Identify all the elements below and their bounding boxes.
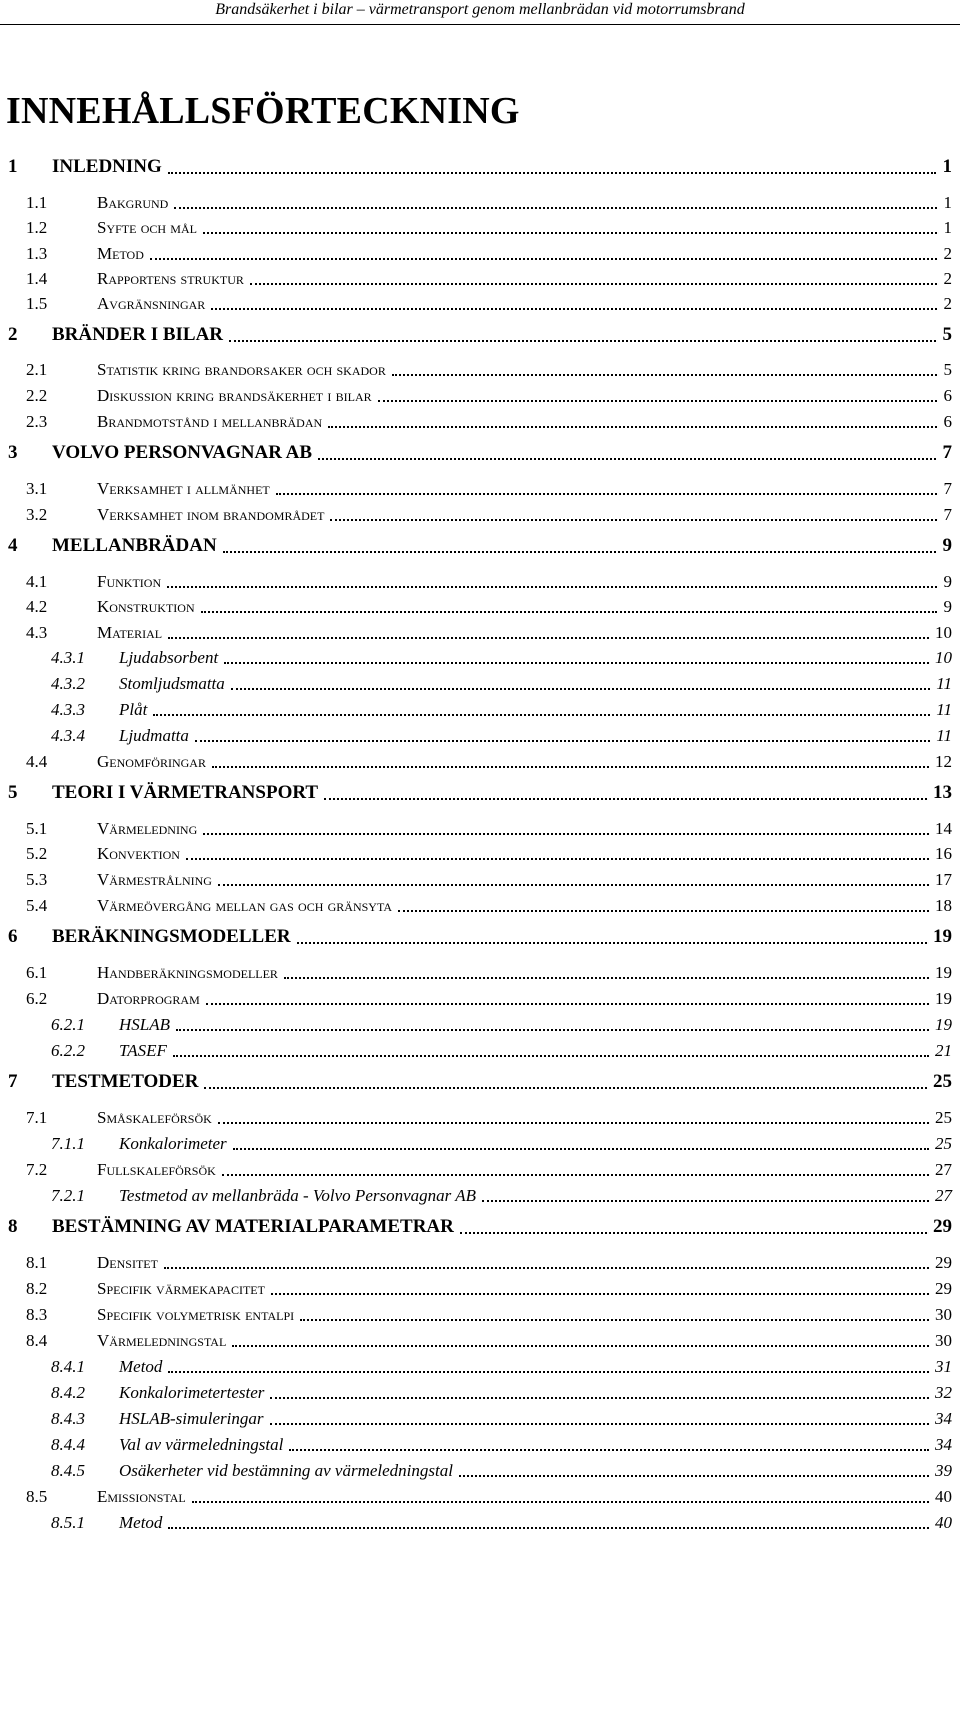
toc-entry-page: 9 [943, 572, 952, 591]
toc-entry-title: BESTÄMNING AV MATERIALPARAMETRAR [52, 1216, 454, 1237]
toc-entry-title: Funktion [97, 572, 162, 591]
toc-dot-leader [224, 662, 929, 664]
toc-entry-title: Emissionstal [97, 1487, 186, 1506]
toc-entry-level-3[interactable] [0, 1433, 952, 1459]
toc-entry-title: HSLAB [119, 1015, 170, 1034]
toc-entry-page: 2 [943, 294, 952, 313]
toc-entry-level-2[interactable] [0, 267, 952, 293]
toc-entry-title: Konstruktion [97, 597, 195, 616]
toc-entry-page: 30 [935, 1305, 952, 1324]
toc-entry-page: 9 [942, 535, 952, 556]
toc-entry-number: 6.2 [26, 989, 48, 1008]
toc-entry-page: 7 [943, 479, 952, 498]
toc-entry-level-2[interactable] [0, 868, 952, 894]
toc-entry-level-3[interactable] [0, 1039, 952, 1065]
toc-dot-leader [153, 714, 930, 716]
toc-entry-level-2[interactable] [0, 358, 952, 384]
toc-entry-level-1[interactable] [0, 1216, 952, 1242]
toc-entry-number: 1.1 [26, 193, 48, 212]
toc-entry-page: 10 [935, 648, 952, 667]
toc-dot-leader [270, 1397, 929, 1399]
toc-entry-page: 11 [936, 674, 952, 693]
toc-dot-leader [167, 586, 937, 588]
toc-entry-page: 25 [933, 1071, 952, 1092]
toc-dot-leader [204, 1087, 927, 1089]
toc-entry-number: 3 [8, 442, 18, 463]
toc-entry-number: 4.3.3 [51, 700, 85, 719]
toc-entry-page: 21 [935, 1041, 952, 1060]
toc-entry-number: 8.2 [26, 1279, 48, 1298]
toc-entry-level-3[interactable] [0, 1381, 952, 1407]
toc-dot-leader [174, 207, 937, 209]
toc-entry-title: HSLAB-simuleringar [119, 1409, 264, 1428]
toc-entry-number: 7.1 [26, 1108, 48, 1127]
toc-entry-level-2[interactable] [0, 621, 952, 647]
toc-entry-title: Diskussion kring brandsäkerhet i bilar [97, 386, 372, 405]
toc-entry-title: Brandmotstånd i mellanbrädan [97, 412, 323, 431]
toc-entry-level-2[interactable] [0, 1251, 952, 1277]
toc-entry-page: 30 [935, 1331, 952, 1350]
toc-entry-level-2[interactable] [0, 595, 952, 621]
toc-entry-level-2[interactable] [0, 1329, 952, 1355]
toc-entry-number: 4.3.4 [51, 726, 85, 745]
toc-entry-page: 16 [935, 844, 952, 863]
toc-entry-page: 2 [943, 244, 952, 263]
toc-dot-leader [176, 1029, 929, 1031]
toc-dot-leader [168, 172, 936, 174]
toc-entry-title: Värmeledning [97, 819, 198, 838]
toc-dot-leader [284, 977, 929, 979]
toc-entry-title: Val av värmeledningstal [119, 1435, 284, 1454]
toc-entry-number: 1 [8, 156, 18, 177]
toc-entry-page: 6 [943, 386, 952, 405]
toc-dot-leader [195, 740, 930, 742]
toc-dot-leader [203, 833, 929, 835]
toc-entry-title: Verksamhet i allmänhet [97, 479, 270, 498]
toc-entry-page: 17 [935, 870, 952, 889]
toc-entry-title: Testmetod av mellanbräda - Volvo Personvagnar AB [119, 1186, 476, 1205]
toc-entry-number: 7.1.1 [51, 1134, 85, 1153]
toc-entry-level-2[interactable] [0, 894, 952, 920]
toc-entry-level-2[interactable] [0, 570, 952, 596]
toc-entry-number: 6.2.2 [51, 1041, 85, 1060]
toc-entry-level-2[interactable] [0, 216, 952, 242]
toc-entry-page: 5 [943, 360, 952, 379]
toc-entry-page: 27 [935, 1160, 952, 1179]
toc-dot-leader [318, 458, 936, 460]
toc-dot-leader [186, 858, 929, 860]
toc-entry-level-3[interactable] [0, 1459, 952, 1485]
toc-dot-leader [203, 232, 937, 234]
toc-entry-level-1[interactable] [0, 535, 952, 561]
toc-dot-leader [459, 1475, 929, 1477]
toc-dot-leader [222, 1174, 929, 1176]
toc-entry-number: 2.2 [26, 386, 48, 405]
toc-entry-number: 5 [8, 782, 18, 803]
toc-entry-level-2[interactable] [0, 1303, 952, 1329]
toc-entry-level-2[interactable] [0, 1106, 952, 1132]
toc-entry-title: Osäkerheter vid bestämning av värmeledningstal [119, 1461, 453, 1480]
toc-entry-level-3[interactable] [0, 1132, 952, 1158]
toc-dot-leader [378, 400, 937, 402]
toc-dot-leader [324, 798, 927, 800]
toc-entry-page: 29 [933, 1216, 952, 1237]
toc-entry-number: 8.4.3 [51, 1409, 85, 1428]
toc-entry-number: 2.1 [26, 360, 48, 379]
toc-entry-title: Syfte och mål [97, 218, 197, 237]
toc-entry-number: 4 [8, 535, 18, 556]
toc-entry-number: 1.5 [26, 294, 48, 313]
toc-entry-page: 1 [943, 193, 952, 212]
toc-entry-page: 1 [942, 156, 952, 177]
toc-entry-page: 18 [935, 896, 952, 915]
toc-entry-page: 13 [933, 782, 952, 803]
toc-entry-page: 19 [933, 926, 952, 947]
toc-entry-number: 8.4.4 [51, 1435, 85, 1454]
toc-entry-level-2[interactable] [0, 477, 952, 503]
toc-entry-level-3[interactable] [0, 1184, 952, 1210]
toc-entry-level-2[interactable] [0, 1158, 952, 1184]
toc-entry-title: Avgränsningar [97, 294, 206, 313]
toc-entry-page: 34 [935, 1435, 952, 1454]
toc-entry-page: 19 [935, 1015, 952, 1034]
toc-dot-leader [297, 942, 927, 944]
toc-entry-level-2[interactable] [0, 292, 952, 318]
toc-entry-page: 9 [943, 597, 952, 616]
toc-dot-leader [232, 1345, 929, 1347]
toc-entry-level-1[interactable] [0, 324, 952, 350]
toc-entry-title: Specifik volymetrisk entalpi [97, 1305, 295, 1324]
toc-entry-level-2[interactable] [0, 242, 952, 268]
toc-dot-leader [300, 1319, 929, 1321]
toc-entry-level-3[interactable] [0, 724, 952, 750]
toc-entry-number: 4.3.2 [51, 674, 85, 693]
toc-entry-level-3[interactable] [0, 646, 952, 672]
toc-entry-level-2[interactable] [0, 817, 952, 843]
toc-entry-level-1[interactable] [0, 926, 952, 952]
toc-dot-leader [218, 1122, 929, 1124]
toc-entry-title: Genomföringar [97, 752, 206, 771]
toc-entry-page: 14 [935, 819, 952, 838]
toc-entry-level-3[interactable] [0, 1407, 952, 1433]
toc-entry-page: 32 [935, 1383, 952, 1402]
toc-entry-page: 11 [936, 726, 952, 745]
toc-entry-page: 6 [943, 412, 952, 431]
toc-dot-leader [482, 1200, 929, 1202]
toc-dot-leader [330, 519, 937, 521]
toc-entry-number: 8.4 [26, 1331, 48, 1350]
toc-entry-level-3[interactable] [0, 698, 952, 724]
toc-entry-title: Handberäkningsmodeller [97, 963, 278, 982]
toc-entry-page: 25 [935, 1108, 952, 1127]
toc-entry-title: Rapportens struktur [97, 269, 244, 288]
toc-entry-title: Metod [119, 1357, 163, 1376]
toc-entry-number: 8.4.5 [51, 1461, 85, 1480]
toc-entry-number: 2.3 [26, 412, 48, 431]
toc-entry-number: 4.3.1 [51, 648, 85, 667]
toc-entry-page: 27 [935, 1186, 952, 1205]
toc-entry-number: 4.2 [26, 597, 48, 616]
toc-entry-title: TESTMETODER [52, 1071, 199, 1092]
toc-dot-leader [168, 1527, 929, 1529]
toc-dot-leader [271, 1293, 929, 1295]
toc-entry-page: 31 [935, 1357, 952, 1376]
toc-entry-level-3[interactable] [0, 1355, 952, 1381]
toc-entry-page: 25 [935, 1134, 952, 1153]
toc-entry-level-2[interactable] [0, 410, 952, 436]
toc-entry-number: 4.4 [26, 752, 48, 771]
toc-entry-number: 7.2 [26, 1160, 48, 1179]
toc-dot-leader [212, 766, 929, 768]
toc-entry-title: Stomljudsmatta [119, 674, 225, 693]
toc-entry-title: MELLANBRÄDAN [52, 535, 217, 556]
toc-entry-title: Plåt [119, 700, 148, 719]
toc-entry-level-2[interactable] [0, 503, 952, 529]
toc-title: INNEHÅLLSFÖRTECKNING [6, 90, 520, 132]
toc-entry-number: 6 [8, 926, 18, 947]
toc-dot-leader [164, 1267, 929, 1269]
toc-entry-title: Verksamhet inom brandområdet [97, 505, 325, 524]
toc-entry-level-1[interactable] [0, 442, 952, 468]
toc-entry-page: 40 [935, 1487, 952, 1506]
toc-entry-page: 29 [935, 1279, 952, 1298]
toc-entry-level-2[interactable] [0, 750, 952, 776]
toc-entry-page: 5 [942, 324, 952, 345]
toc-dot-leader [460, 1232, 927, 1234]
toc-dot-leader [150, 258, 937, 260]
toc-entry-level-2[interactable] [0, 1485, 952, 1511]
toc-entry-title: Konvektion [97, 844, 180, 863]
toc-dot-leader [328, 426, 937, 428]
toc-dot-leader [211, 308, 937, 310]
toc-dot-leader [289, 1449, 929, 1451]
toc-dot-leader [270, 1423, 929, 1425]
toc-entry-title: Statistik kring brandorsaker och skador [97, 360, 386, 379]
toc-entry-level-2[interactable] [0, 987, 952, 1013]
toc-dot-leader [398, 910, 929, 912]
toc-entry-number: 1.3 [26, 244, 48, 263]
toc-entry-number: 1.2 [26, 218, 48, 237]
toc-entry-number: 8 [8, 1216, 18, 1237]
toc-entry-level-3[interactable] [0, 1013, 952, 1039]
toc-entry-title: INLEDNING [52, 156, 162, 177]
toc-entry-number: 7 [8, 1071, 18, 1092]
toc-entry-title: Metod [119, 1513, 163, 1532]
toc-entry-level-1[interactable] [0, 156, 952, 182]
toc-entry-title: Specifik värmekapacitet [97, 1279, 265, 1298]
toc-entry-level-2[interactable] [0, 842, 952, 868]
toc-dot-leader [201, 611, 937, 613]
toc-entry-page: 7 [942, 442, 952, 463]
toc-entry-title: Konkalorimeter [119, 1134, 227, 1153]
toc-entry-page: 29 [935, 1253, 952, 1272]
toc-entry-page: 34 [935, 1409, 952, 1428]
toc-entry-number: 5.2 [26, 844, 48, 863]
toc-entry-title: Småskaleförsök [97, 1108, 212, 1127]
toc-dot-leader [231, 688, 930, 690]
toc-entry-page: 39 [935, 1461, 952, 1480]
toc-entry-level-3[interactable] [0, 672, 952, 698]
toc-entry-page: 7 [943, 505, 952, 524]
toc-entry-number: 4.3 [26, 623, 48, 642]
toc-entry-title: Material [97, 623, 163, 642]
toc-entry-title: BERÄKNINGSMODELLER [52, 926, 291, 947]
toc-entry-number: 8.4.2 [51, 1383, 85, 1402]
toc-entry-number: 8.3 [26, 1305, 48, 1324]
toc-entry-level-2[interactable] [0, 1277, 952, 1303]
toc-entry-title: TEORI I VÄRMETRANSPORT [52, 782, 319, 803]
toc-dot-leader [173, 1055, 929, 1057]
toc-dot-leader [392, 374, 937, 376]
toc-entry-number: 6.1 [26, 963, 48, 982]
toc-entry-number: 1.4 [26, 269, 48, 288]
toc-entry-level-2[interactable] [0, 384, 952, 410]
toc-entry-title: Konkalorimetertester [119, 1383, 265, 1402]
toc-entry-page: 2 [943, 269, 952, 288]
toc-dot-leader [192, 1501, 929, 1503]
toc-entry-number: 5.3 [26, 870, 48, 889]
toc-entry-title: Ljudmatta [119, 726, 189, 745]
toc-dot-leader [218, 884, 929, 886]
toc-entry-page: 10 [935, 623, 952, 642]
toc-entry-number: 8.4.1 [51, 1357, 85, 1376]
toc-entry-title: Ljudabsorbent [119, 648, 219, 667]
toc-entry-page: 19 [935, 963, 952, 982]
toc-entry-number: 4.1 [26, 572, 48, 591]
toc-entry-number: 5.4 [26, 896, 48, 915]
toc-dot-leader [223, 551, 936, 553]
toc-entry-title: TASEF [119, 1041, 167, 1060]
toc-entry-page: 12 [935, 752, 952, 771]
toc-entry-title: Värmeledningstal [97, 1331, 227, 1350]
toc-entry-title: Bakgrund [97, 193, 169, 212]
toc-dot-leader [250, 283, 937, 285]
toc-dot-leader [168, 637, 929, 639]
toc-entry-number: 8.5 [26, 1487, 48, 1506]
toc-entry-level-2[interactable] [0, 191, 952, 217]
toc-entry-title: BRÄNDER I BILAR [52, 324, 224, 345]
toc-entry-level-2[interactable] [0, 961, 952, 987]
toc-entry-number: 7.2.1 [51, 1186, 85, 1205]
toc-entry-page: 11 [936, 700, 952, 719]
toc-dot-leader [233, 1148, 929, 1150]
toc-entry-number: 2 [8, 324, 18, 345]
toc-dot-leader [276, 493, 937, 495]
toc-entry-title: Fullskaleförsök [97, 1160, 216, 1179]
toc-entry-number: 3.1 [26, 479, 48, 498]
toc-entry-level-1[interactable] [0, 1071, 952, 1097]
toc-entry-title: Värmeövergång mellan gas och gränsyta [97, 896, 392, 915]
toc-dot-leader [229, 340, 936, 342]
toc-entry-title: Densitet [97, 1253, 158, 1272]
toc-entry-number: 8.1 [26, 1253, 48, 1272]
toc-entry-level-1[interactable] [0, 782, 952, 808]
toc-dot-leader [206, 1003, 929, 1005]
toc-entry-page: 40 [935, 1513, 952, 1532]
toc-entry-number: 3.2 [26, 505, 48, 524]
toc-entry-page: 1 [943, 218, 952, 237]
toc-entry-number: 8.5.1 [51, 1513, 85, 1532]
toc-entry-level-3[interactable] [0, 1511, 952, 1537]
toc-entry-title: Metod [97, 244, 144, 263]
toc-entry-title: VOLVO PERSONVAGNAR AB [52, 442, 313, 463]
toc-entry-title: Datorprogram [97, 989, 200, 1008]
toc-dot-leader [168, 1371, 929, 1373]
toc-entry-number: 6.2.1 [51, 1015, 85, 1034]
toc-entry-title: Värmestrålning [97, 870, 212, 889]
running-header: Brandsäkerhet i bilar – värmetransport genom mellanbrädan vid motorrumsbrand [215, 1, 745, 18]
toc-entry-number: 5.1 [26, 819, 48, 838]
toc-entry-page: 19 [935, 989, 952, 1008]
